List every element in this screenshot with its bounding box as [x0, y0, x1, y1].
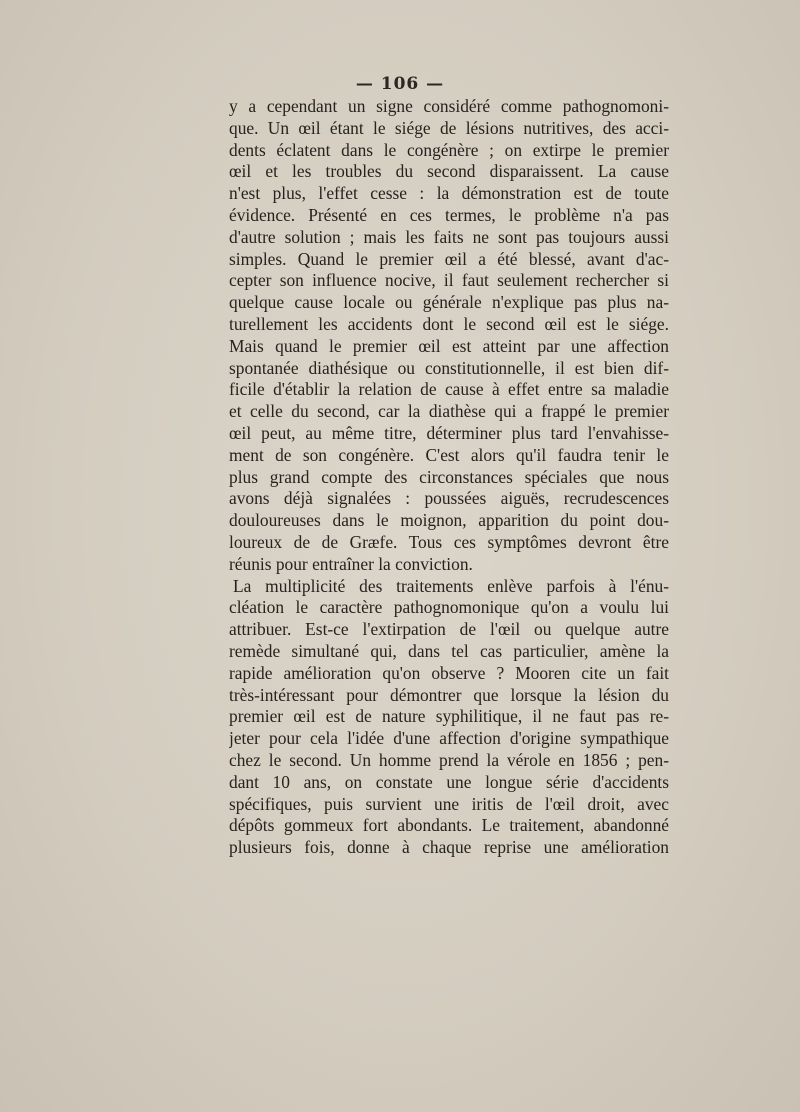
text-line: dépôts gommeux fort abondants. Le traitement, abandonné	[229, 815, 669, 836]
text-line: spécifiques, puis survient une iritis de l'œil droit, avec	[229, 793, 669, 814]
text-line: cléation le caractère pathognomonique qu'on a voulu lui	[229, 597, 669, 618]
text-line: chez le second. Un homme prend la vérole en 1856 ; pen-	[229, 749, 669, 770]
text-line: La multiplicité des traitements enlève parfois à l'énu-	[233, 575, 669, 596]
text-line: plus grand compte des circonstances spéciales que nous	[229, 466, 669, 487]
text-line: œil et les troubles du second disparaissent. La cause	[229, 161, 669, 182]
text-line: douloureuses dans le moignon, apparition du point dou-	[229, 510, 669, 531]
text-line: premier œil est de nature syphilitique, il ne faut pas re-	[229, 706, 669, 727]
text-line: simples. Quand le premier œil a été blessé, avant d'ac-	[229, 248, 669, 269]
text-line: spontanée diathésique ou constitutionnelle, il est bien dif-	[229, 357, 669, 378]
text-line: jeter pour cela l'idée d'une affection d'origine sympathique	[229, 728, 669, 749]
text-line: dant 10 ans, on constate une longue série d'accidents	[229, 771, 669, 792]
text-line: réunis pour entraîner la conviction.	[229, 553, 473, 574]
text-line: très-intéressant pour démontrer que lorsque la lésion du	[229, 684, 669, 705]
text-line: n'est plus, l'effet cesse : la démonstration est de toute	[229, 183, 669, 204]
text-line: remède simultané qui, dans tel cas particulier, amène la	[229, 640, 669, 661]
text-line: plusieurs fois, donne à chaque reprise une amélioration	[229, 837, 669, 858]
text-line: œil peut, au même titre, déterminer plus tard l'envahisse-	[229, 422, 669, 443]
body-text	[229, 96, 669, 859]
text-line: Mais quand le premier œil est atteint par une affection	[229, 335, 669, 356]
text-line: turellement les accidents dont le second œil est le siége.	[229, 313, 669, 334]
text-line: évidence. Présenté en ces termes, le problème n'a pas	[229, 204, 669, 225]
text-line: d'autre solution ; mais les faits ne sont pas toujours aussi	[229, 226, 669, 247]
text-line: cepter son influence nocive, il faut seulement rechercher si	[229, 270, 669, 291]
text-line: rapide amélioration qu'on observe ? Mooren cite un fait	[229, 662, 669, 683]
text-line: quelque cause locale ou générale n'explique pas plus na-	[229, 292, 669, 313]
text-line: attribuer. Est-ce l'extirpation de l'œil ou quelque autre	[229, 619, 669, 640]
text-line: y a cependant un signe considéré comme pathognomoni-	[229, 96, 669, 116]
text-line: dents éclatent dans le congénère ; on extirpe le premier	[229, 139, 669, 160]
text-line: loureux de de Græfe. Tous ces symptômes devront être	[229, 531, 669, 552]
text-line: que. Un œil étant le siége de lésions nutritives, des acci-	[229, 117, 669, 138]
text-line: et celle du second, car la diathèse qui a frappé le premier	[229, 401, 669, 422]
text-line: avons déjà signalées : poussées aiguës, recrudescences	[229, 488, 669, 509]
text-line: ficile d'établir la relation de cause à effet entre sa maladie	[229, 379, 669, 400]
text-line: ment de son congénère. C'est alors qu'il faudra tenir le	[229, 444, 669, 465]
page-number: — 106 —	[355, 74, 445, 94]
